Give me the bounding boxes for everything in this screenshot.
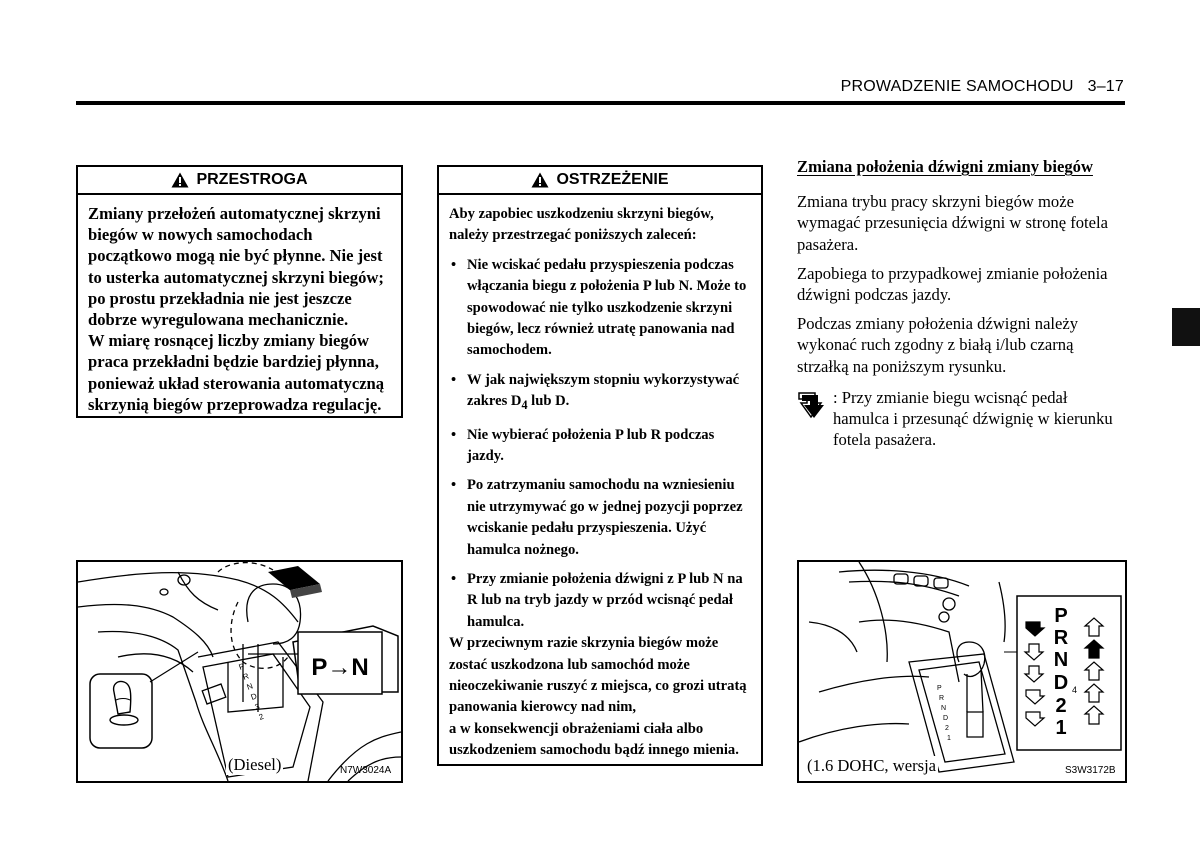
note [797, 387, 1127, 451]
warning-text [439, 195, 761, 762]
right-column [797, 156, 1127, 450]
black-arrow-icon [797, 387, 833, 451]
warning-triangle-icon [531, 172, 549, 188]
list-item [449, 370, 753, 417]
svg-text:R: R [241, 671, 251, 682]
svg-text:D: D [943, 715, 949, 722]
svg-text:2: 2 [257, 711, 265, 722]
chapter-tab [1172, 308, 1200, 346]
gear-r: R [1053, 627, 1069, 649]
warning-list [449, 255, 753, 633]
svg-text:D: D [249, 691, 259, 702]
caution-paragraph: W miarę rosnącej liczby zmiany biegów praca przekładni będzie bardziej płynna, ponieważ układ sterowania automatyczną skrzynią biegów przeprowadza regulację. [88, 331, 385, 414]
gear-d-sub: 4 [1072, 685, 1078, 695]
gear-d: D [1053, 672, 1069, 694]
section-title: PROWADZENIE SAMOCHODU [840, 78, 1074, 95]
svg-text:2: 2 [945, 725, 949, 732]
gear-n: N [1053, 649, 1069, 671]
figure-caption: (1.6 DOHC, wersja [807, 756, 937, 775]
figure-caption: (Diesel) [228, 755, 282, 774]
shifter-illustration [799, 562, 1125, 781]
page-header [841, 78, 1124, 96]
svg-text:3: 3 [253, 701, 261, 712]
subscript: 4 [521, 398, 528, 413]
list-item: • Nie wybierać położenia P lub R podczas jazdy. [449, 425, 753, 468]
header-rule [76, 101, 1125, 105]
warning-triangle-icon [171, 172, 189, 188]
svg-text:P: P [237, 661, 246, 672]
warning-intro: Aby zapobiec uszkodzeniu skrzyni biegów, należy przestrzegać poniższych zaleceń: [449, 206, 714, 244]
svg-text:N: N [941, 705, 947, 712]
paragraph: Zmiana trybu pracy skrzyni biegów może wymagać przesunięcia dźwigni w stronę fotela pasażera. [797, 192, 1109, 254]
paragraph: Podczas zmiany położenia dźwigni należy wykonać ruch zgodny z białą i/lub czarną strzałką na poniższym rysunku. [797, 314, 1079, 376]
gear-p: P [1054, 605, 1068, 627]
caution-text [78, 195, 401, 415]
caution-title: PRZESTROGA [196, 171, 308, 188]
gear-1: 1 [1055, 717, 1067, 739]
section-heading: Zmiana położenia dźwigni zmiany biegów [797, 157, 1093, 176]
note-text: : Przy zmianie biegu wcisnąć pedał hamulca i przesunąć dźwignię w kierunku fotela pasażera. [833, 387, 1113, 450]
warning-title-bar [439, 167, 761, 195]
caution-title-bar [78, 167, 401, 195]
svg-text:P: P [937, 685, 942, 692]
caution-paragraph: Zmiany przełożeń automatycznej skrzyni biegów w nowych samochodach początkowo mogą nie być płynne. Nie jest to usterka automatycznej skrzyni biegów; po prostu przekładnia nie jest jeszcze dobrze wyregulowana mechanicznie. [88, 204, 384, 330]
list-item: • Przy zmianie położenia dźwigni z P lub N na R lub na tryb jazdy w przód wcisnąć pedał hamulca. [449, 569, 753, 633]
svg-text:1: 1 [947, 735, 951, 742]
figure-diesel-shifter [76, 560, 403, 783]
svg-text:R: R [939, 695, 945, 702]
warning-closing: W przeciwnym razie skrzynia biegów może zostać uszkodzona lub samochód może nieoczekiwanie ruszyć z miejsca, co grozi utratą panowania kierowcy nad nim, [449, 635, 747, 716]
figure-code: N7W3024A [340, 765, 392, 776]
figure-dohc-shifter [797, 560, 1127, 783]
list-item: • Po zatrzymaniu samochodu na wzniesieniu nie utrzymywać go w jednej pozycji poprzez wciskanie pedału przyspieszenia. Użyć hamulca nożnego. [449, 475, 753, 561]
page-number: 3–17 [1087, 78, 1124, 95]
p-to-n-label: P→N [311, 654, 369, 681]
svg-text:N: N [245, 681, 255, 692]
list-item-text: lub D. [527, 393, 570, 410]
warning-box [437, 165, 763, 766]
gear-2: 2 [1055, 695, 1067, 717]
warning-title: OSTRZEŻENIE [556, 171, 669, 188]
list-item: • Nie wciskać pedału przyspieszenia podczas włączania biegu z położenia P lub N. Może to spowodować nie tylko uszkodzenie skrzyni biegów, lecz również utratę panowania nad samochodem. [449, 255, 753, 362]
figure-code: S3W3172B [1065, 765, 1116, 776]
shifter-illustration [78, 562, 401, 781]
warning-closing: a w konsekwencji obrażeniami ciała albo uszkodzeniem samochodu bądź innego mienia. [449, 720, 739, 759]
list-item-text: W jak największym stopniu wykorzystywać zakres D [467, 371, 740, 410]
paragraph: Zapobiega to przypadkowej zmianie położenia dźwigni podczas jazdy. [797, 263, 1108, 305]
caution-box [76, 165, 403, 418]
